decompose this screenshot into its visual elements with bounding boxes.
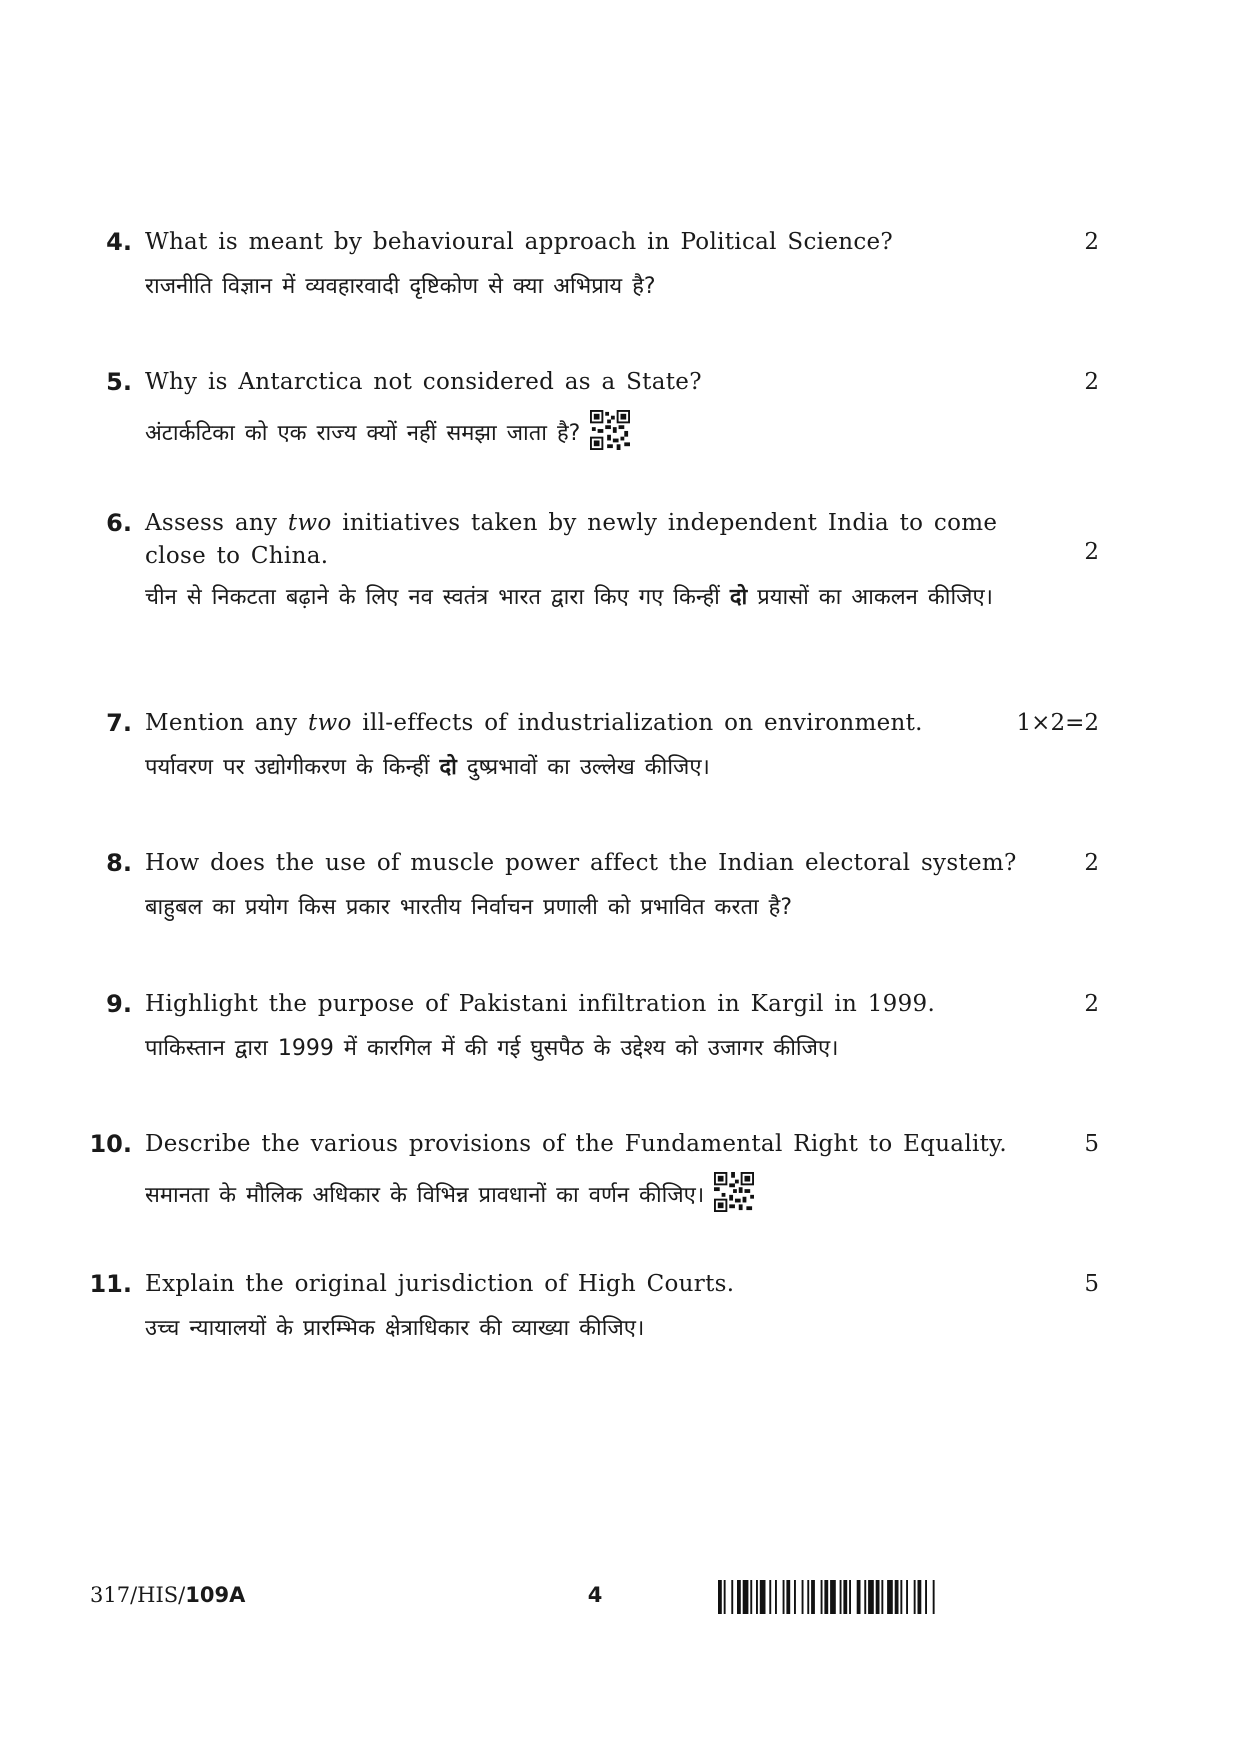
question-text-hindi — [145, 581, 1040, 615]
question-number: 6. — [106, 509, 132, 537]
question-text-part: पर्यावरण पर उद्योगीकरण के किन्हीं — [145, 755, 440, 780]
question-text-hindi-line — [145, 1172, 1050, 1213]
question-marks: 2 — [1084, 991, 1099, 1017]
question-text-english: What is meant by behavioural approach in Political Science? — [145, 229, 894, 255]
question-text-part: Mention any — [145, 710, 308, 736]
question-text-emphasis: दो — [729, 585, 748, 610]
barcode-icon — [718, 1580, 998, 1614]
question-text-hindi: पाकिस्तान द्वारा 1999 में कारगिल में की गई घुसपैठ के उद्देश्य को उजागर कीजिए। — [145, 1036, 839, 1061]
question-marks: 1×2=2 — [1016, 710, 1099, 736]
question-text-english: How does the use of muscle power affect the Indian electoral system? — [145, 850, 1017, 876]
qr-code-icon — [714, 1172, 754, 1212]
question-text-english — [145, 707, 1050, 740]
question-number: 10. — [89, 1130, 132, 1158]
page-number: 4 — [587, 1583, 603, 1607]
question-text-english — [145, 507, 1050, 573]
paper-code — [90, 1580, 245, 1610]
question-text-hindi: उच्च न्यायालयों के प्रारम्भिक क्षेत्राधिकार की व्याख्या कीजिए। — [145, 1316, 645, 1341]
question-text-hindi: अंटार्कटिका को एक राज्य क्यों नहीं समझा जाता है? — [145, 421, 581, 446]
question-text-part: ill-effects of industrialization on environment. — [351, 710, 923, 736]
question-text-part: दुष्प्रभावों का उल्लेख कीजिए। — [456, 755, 710, 780]
question-number: 7. — [106, 709, 132, 737]
question-text-hindi-line — [145, 410, 1050, 451]
question-marks: 2 — [1084, 850, 1099, 876]
question-number: 9. — [106, 990, 132, 1018]
qr-code-icon — [590, 410, 630, 450]
question-text-english: Highlight the purpose of Pakistani infiltration in Kargil in 1999. — [145, 991, 936, 1017]
question-marks: 2 — [1084, 539, 1099, 565]
question-text-hindi: समानता के मौलिक अधिकार के विभिन्न प्रावधानों का वर्णन कीजिए। — [145, 1183, 705, 1208]
question-text-english: Explain the original jurisdiction of High Courts. — [145, 1271, 735, 1297]
question-text-english: Describe the various provisions of the Fundamental Right to Equality. — [145, 1131, 1008, 1157]
paper-code-prefix: 317/HIS/ — [90, 1583, 186, 1607]
question-marks: 2 — [1084, 229, 1099, 255]
question-text-emphasis: two — [287, 510, 332, 536]
page-footer — [0, 1580, 1242, 1620]
question-text-hindi: बाहुबल का प्रयोग किस प्रकार भारतीय निर्वाचन प्रणाली को प्रभावित करता है? — [145, 895, 793, 920]
question-text-emphasis: दो — [439, 755, 457, 780]
question-marks: 2 — [1084, 369, 1099, 395]
question-text-emphasis: two — [307, 710, 352, 736]
question-number: 8. — [106, 849, 132, 877]
question-text-hindi: राजनीति विज्ञान में व्यवहारवादी दृष्टिकोण से क्या अभिप्राय है? — [145, 274, 656, 299]
question-number: 5. — [106, 368, 132, 396]
question-marks: 5 — [1084, 1271, 1099, 1297]
question-number: 4. — [106, 228, 132, 256]
question-text-part: चीन से निकटता बढ़ाने के लिए नव स्वतंत्र भारत द्वारा किए गए किन्हीं — [145, 585, 730, 610]
question-marks: 5 — [1084, 1131, 1099, 1157]
question-text-part: Assess any — [145, 510, 288, 536]
question-text-english: Why is Antarctica not considered as a State? — [145, 369, 702, 395]
question-text-part: initiatives taken by newly independent India to come close to China. — [145, 510, 998, 569]
paper-code-set: 109A — [185, 1583, 246, 1607]
question-text-hindi — [145, 751, 1050, 785]
question-number: 11. — [89, 1270, 132, 1298]
question-text-part: प्रयासों का आकलन कीजिए। — [747, 585, 993, 610]
